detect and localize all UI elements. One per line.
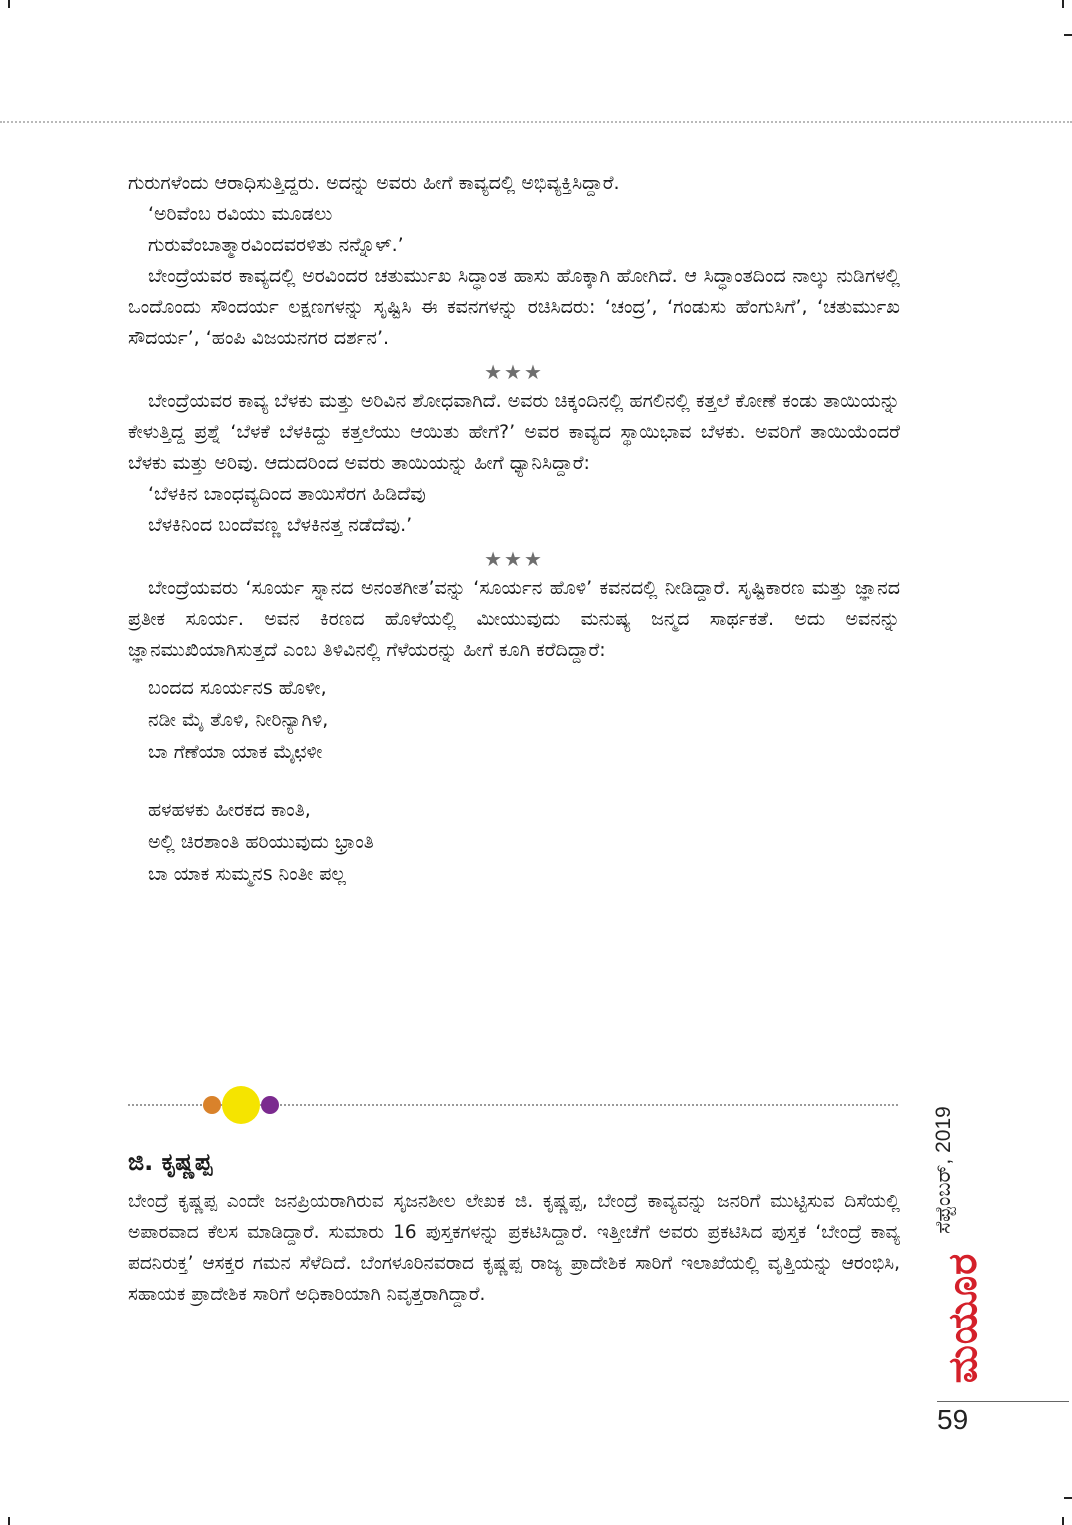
magazine-logo-text: ಮಯೂರ (940, 1252, 986, 1384)
page-number: 59 (937, 1404, 969, 1435)
author-bio: ಬೇಂದ್ರೆ ಕೃಷ್ಣಪ್ಪ ಎಂದೇ ಜನಪ್ರಿಯರಾಗಿರುವ ಸೃಜನಶೀಲ ಲೇಖಕ ಜಿ. ಕೃಷ್ಣಪ್ಪ, ಬೇಂದ್ರೆ ಕಾವ್ಯವನ್ನು ಜನರಿಗೆ ಮುಟ್ಟಿಸುವ ದಿಸೆಯಲ್ಲಿ ಅಪಾರವಾದ ಕೆಲಸ ಮಾಡಿದ್ದಾರೆ. ಸುಮಾರು 16 ಪುಸ್ತಕಗಳನ್ನು ಪ್ರಕಟಿಸಿದ್ದಾರೆ. ಇತ್ತೀಚೆಗೆ ಅವರು ಪ್ರಕಟಿಸಿದ ಪುಸ್ತಕ ‘ಬೇಂದ್ರೆ ಕಾವ್ಯ ಪದನಿರುಕ್ತ’ ಆಸಕ್ತರ ಗಮನ ಸೆಳೆದಿದೆ. ಬೆಂಗಳೂರಿನವರಾದ ಕೃಷ್ಣಪ್ಪ ರಾಜ್ಯ ಪ್ರಾದೇಶಿಕ ಸಾರಿಗೆ ಇಲಾಖೆಯಲ್ಲಿ ವೃತ್ತಿಯನ್ನು ಆರಂಭಿಸಿ, ಸಹಾಯಕ ಪ್ರಾದೇಶಿಕ ಸಾರಿಗೆ ಅಧಿಕಾರಿಯಾಗಿ ನಿವೃತ್ತರಾಗಿದ್ದಾರೆ. (128, 1191, 900, 1305)
verse-line: ಬೆಳಕಿನಿಂದ ಬಂದೆವಣ್ಣ ಬೆಳಕಿನತ್ತ ನಡೆದೆವು.’ (148, 514, 413, 536)
verse-line: ‘ಬೆಳಕಿನ ಬಾಂಧವ್ಯದಿಂದ ತಾಯಿಸೆರಗ ಹಿಡಿದೆವು (148, 483, 426, 505)
crop-mark-bottom-right (1062, 1517, 1064, 1525)
crop-mark-right-lower (1064, 1497, 1072, 1499)
crop-mark-bottom-left (8, 1517, 10, 1525)
article-paragraph-3: ಬೇಂದ್ರೆಯವರ ಕಾವ್ಯ ಬೆಳಕು ಮತ್ತು ಅರಿವಿನ ಶೋಧವಾಗಿದೆ. ಅವರು ಚಿಕ್ಕಂದಿನಲ್ಲಿ ಹಗಲಿನಲ್ಲಿ ಕತ್ತಲೆ ಕೋಣೆ ಕಂಡು ತಾಯಿಯನ್ನು ಕೇಳುತ್ತಿದ್ದ ಪ್ರಶ್ನೆ ‘ಬೆಳಕೆ ಬೆಳಕಿದ್ದು ಕತ್ತಲೆಯು ಆಯಿತು ಹೇಗೆ?’ ಅವರ ಕಾವ್ಯದ ಸ್ಥಾಯಿಭಾವ ಬೆಳಕು. ಅವರಿಗೆ ತಾಯಿಯೆಂದರೆ ಬೆಳಕು ಮತ್ತು ಅರಿವು. ಆದುದರಿಂದ ಅವರು ತಾಯಿಯನ್ನು ಹೀಗೆ ಧ್ಯಾನಿಸಿದ್ದಾರೆ: (128, 390, 900, 474)
article-paragraph-4: ಬೇಂದ್ರೆಯವರು ‘ಸೂರ್ಯ ಸ್ನಾನದ ಅನಂತಗೀತ’ವನ್ನು ‘ಸೂರ್ಯನ ಹೊಳಿ’ ಕವನದಲ್ಲಿ ನೀಡಿದ್ದಾರೆ. ಸೃಷ್ಟಿಕಾರಣ ಮತ್ತು ಜ್ಞಾನದ ಪ್ರತೀಕ ಸೂರ್ಯ. ಅವನ ಕಿರಣದ ಹೊಳೆಯಲ್ಲಿ ಮೀಯುವುದು ಮನುಷ್ಯ ಜನ್ಮದ ಸಾರ್ಥಕತೆ. ಅದು ಅವನನ್ನು ಜ್ಞಾನಮುಖಿಯಾಗಿಸುತ್ತದೆ ಎಂಬ ತಿಳಿವಿನಲ್ಲಿ ಗೆಳೆಯರನ್ನು ಹೀಗೆ ಕೂಗಿ ಕರೆದಿದ್ದಾರೆ: (128, 577, 900, 661)
section-break-stars: ★★★ (484, 360, 544, 384)
poem-line: ಹಳಹಳಕು ಹೀರಕದ ಕಾಂತಿ, (148, 799, 311, 821)
stanza-gap (148, 768, 900, 794)
verse-line: ಗುರುವೆಂಬಾತ್ಮಾರವಿಂದವರಳಿತು ನನ್ನೊಳ್.’ (148, 234, 404, 256)
crop-mark-top-right (1062, 0, 1064, 8)
poem-line: ನಡೀ ಮೈ ತೊಳಿ, ನೀರಿನ್ಯಾಗಿಳಿ, (148, 709, 329, 731)
verse-quote-2 (128, 479, 900, 541)
poem-block (128, 672, 900, 890)
section-break-stars: ★★★ (484, 547, 544, 571)
article-body (128, 168, 900, 890)
poem-line: ಬಂದದ ಸೂರ್ಯನs ಹೊಳೀ, (148, 677, 327, 699)
issue-date-text: ಸೆಪ್ಟೆಂಬರ್, 2019 (932, 1106, 955, 1234)
poem-line: ಬಾ ಯಾಕ ಸುಮ್ಮನs ನಿಂತೀ ಪಲ್ಲ (148, 863, 346, 885)
yellow-dot-ornament (222, 1086, 260, 1124)
purple-dot-ornament (261, 1096, 279, 1114)
verse-line: ‘ಅರಿವೆಂಬ ರವಿಯು ಮೂಡಲು (148, 203, 333, 225)
crop-mark-top-left (8, 0, 10, 8)
crop-mark-right-upper (1064, 34, 1072, 36)
header-dotted-rule (0, 121, 1072, 123)
article-paragraph-2: ಬೇಂದ್ರೆಯವರ ಕಾವ್ಯದಲ್ಲಿ ಅರವಿಂದರ ಚತುರ್ಮುಖ ಸಿದ್ಧಾಂತ ಹಾಸು ಹೊಕ್ಕಾಗಿ ಹೋಗಿದೆ. ಆ ಸಿದ್ಧಾಂತದಿಂದ ನಾಲ್ಕು ನುಡಿಗಳಲ್ಲಿ ಒಂದೊಂದು ಸೌಂದರ್ಯ ಲಕ್ಷಣಗಳನ್ನು ಸೃಷ್ಟಿಸಿ ಈ ಕವನಗಳನ್ನು ರಚಿಸಿದರು: ‘ಚಂದ್ರ’, ‘ಗಂಡುಸು ಹೆಂಗುಸಿಗೆ’, ‘ಚತುರ್ಮುಖ ಸೌದರ್ಯ’, ‘ಹಂಪಿ ವಿಜಯನಗರ ದರ್ಶನ’. (128, 265, 900, 349)
poem-line: ಅಲ್ಲಿ ಚಿರಶಾಂತಿ ಹರಿಯುವುದು ಭ್ರಾಂತಿ (148, 831, 374, 853)
author-name: ಜಿ. ಕೃಷ್ಣಪ್ಪ (128, 1148, 213, 1176)
page-number-rule (937, 1401, 1069, 1402)
poem-line: ಬಾ ಗೆಣೆಯಾ ಯಾಕ ಮೈಛಳೀ (148, 741, 323, 763)
orange-dot-ornament (203, 1096, 221, 1114)
verse-quote-1 (128, 199, 900, 261)
article-paragraph-1: ಗುರುಗಳೆಂದು ಆರಾಧಿಸುತ್ತಿದ್ದರು. ಅದನ್ನು ಅವರು ಹೀಗೆ ಕಾವ್ಯದಲ್ಲಿ ಅಭಿವ್ಯಕ್ತಿಸಿದ್ದಾರೆ. (128, 172, 620, 194)
